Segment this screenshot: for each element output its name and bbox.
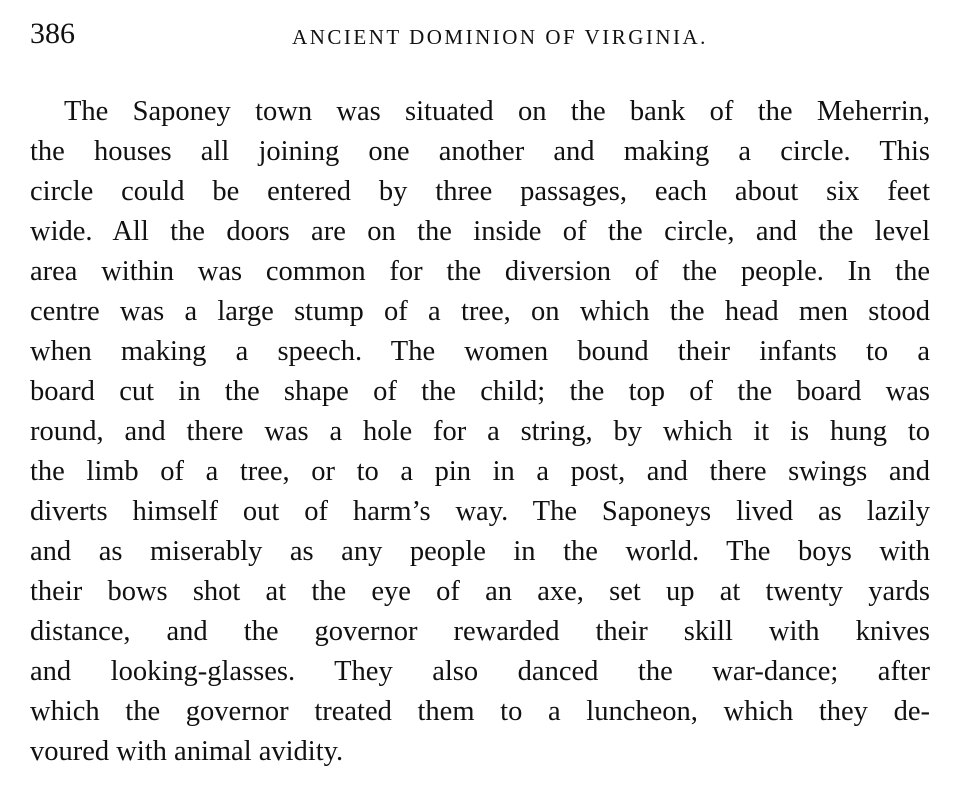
text-line: their bows shot at the eye of an axe, set up at twenty yards (30, 576, 930, 607)
text-line: board cut in the shape of the child; the top of the board was (30, 376, 930, 407)
text-line: centre was a large stump of a tree, on which the head men stood (30, 296, 930, 327)
text-line: voured with animal avidity. (30, 736, 344, 767)
text-line: wide. All the doors are on the inside of the circle, and the level (30, 216, 930, 247)
text-line: when making a speech. The women bound their infants to a (30, 336, 930, 367)
text-line: and looking-glasses. They also danced the war-dance; after (30, 656, 930, 687)
text-line: and as miserably as any people in the world. The boys with (30, 536, 930, 567)
text-line: which the governor treated them to a luncheon, which they de- (30, 696, 930, 727)
text-line: the houses all joining one another and making a circle. This (30, 136, 930, 167)
text-line: round, and there was a hole for a string, by which it is hung to (30, 416, 930, 447)
text-line: area within was common for the diversion of the people. In the (30, 256, 930, 287)
text-line: the limb of a tree, or to a pin in a post, and there swings and (30, 456, 930, 487)
text-line: distance, and the governor rewarded their skill with knives (30, 616, 930, 647)
text-line: The Saponey town was situated on the bank of the Meherrin, (64, 96, 930, 127)
text-line: circle could be entered by three passages, each about six feet (30, 176, 930, 207)
page-number: 386 (30, 17, 75, 50)
body-paragraph (30, 92, 930, 772)
running-head: ANCIENT DOMINION OF VIRGINIA. (292, 25, 708, 49)
text-line: diverts himself out of harm’s way. The Saponeys lived as lazily (30, 496, 930, 527)
